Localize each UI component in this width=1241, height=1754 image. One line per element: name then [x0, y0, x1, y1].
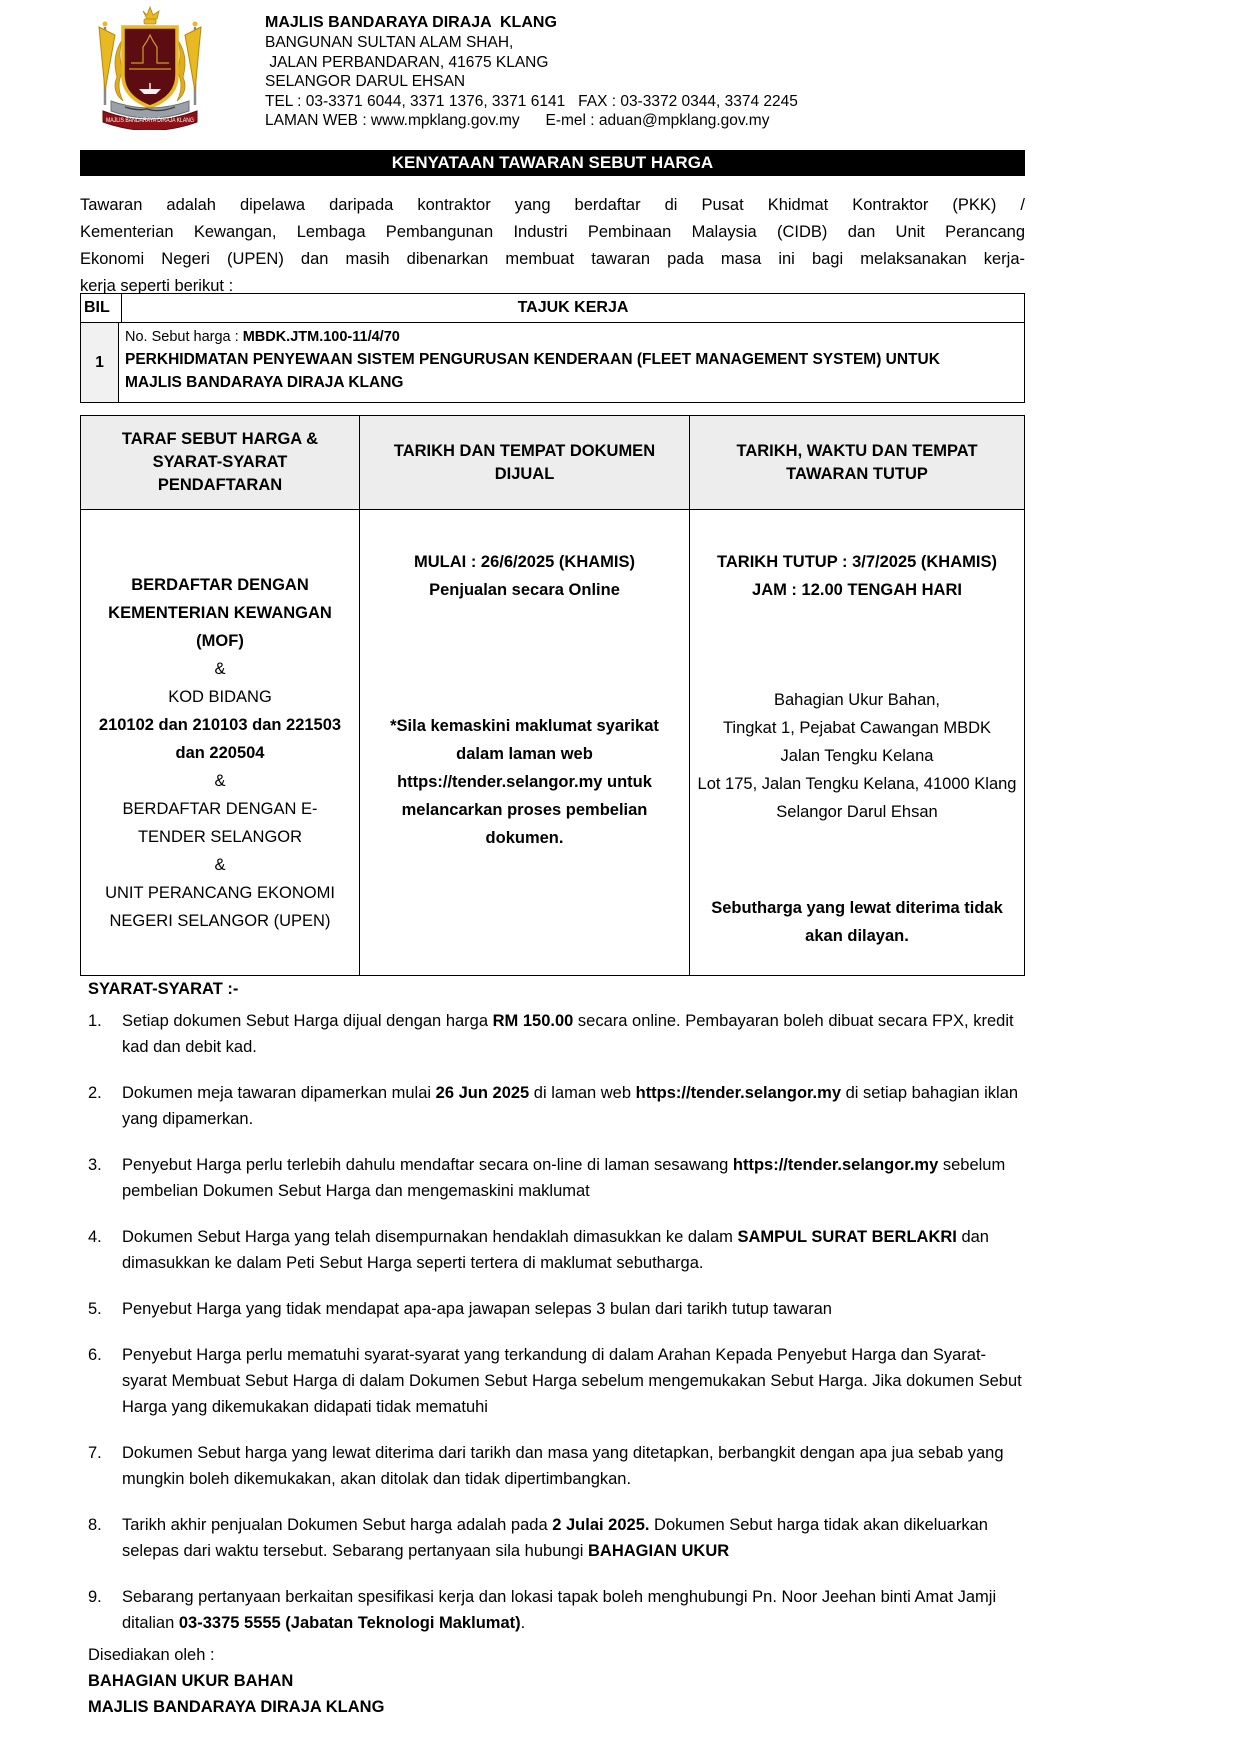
intro-line: Kementerian Kewangan, Lembaga Pembangunan Industri Pembinaan Malaysia (CIDB) dan Unit Perancang	[80, 223, 1025, 241]
syarat-item-number: 6.	[88, 1346, 102, 1364]
text-line: Sebutharga yang lewat diterima tidak akan dilayan.	[711, 899, 1003, 945]
text-line: JAM : 12.00 TENGAH HARI	[752, 581, 962, 599]
closing-details-cell	[690, 510, 1024, 975]
text-line: Lot 175, Jalan Tengku Kelana, 41000 Klang	[697, 775, 1017, 793]
syarat-item-text	[122, 1152, 1025, 1204]
work-table-row-description	[119, 323, 1024, 402]
syarat-item-number: 9.	[88, 1588, 102, 1606]
work-title	[125, 348, 1018, 394]
syarat-segment: Dokumen Sebut harga tidak akan dikeluarkan selepas dari waktu tersebut. Sebarang pertanyaan sila hubungi	[122, 1516, 988, 1560]
quotation-ref-line	[125, 326, 1018, 348]
syarat-bold-segment: SAMPUL SURAT BERLAKRI	[737, 1228, 957, 1246]
syarat-segment: Sebarang pertanyaan berkaitan spesifikasi kerja dan lokasi tapak boleh menghubungi Pn. Noor Jeehan binti Amat Jamji ditalian	[122, 1588, 997, 1632]
syarat-item-text	[122, 1296, 1025, 1322]
syarat-item-text	[122, 1224, 1025, 1276]
syarat-segment: Penyebut Harga yang tidak mendapat apa-apa jawapan selepas 3 bulan dari tarikh tutup tawaran	[122, 1300, 832, 1318]
intro-line-clipped: kerja seperti berikut :	[80, 277, 234, 293]
syarat-bold-segment: https://tender.selangor.my	[635, 1084, 841, 1102]
shield	[123, 27, 177, 107]
text-line: MAJLIS BANDARAYA DIRAJA KLANG	[125, 374, 404, 391]
work-table-row	[81, 323, 1024, 402]
syarat-bold-segment: 2 Julai 2025.	[552, 1516, 650, 1534]
text-line: Tingkat 1, Pejabat Cawangan MBDK	[722, 719, 992, 737]
org-name: MAJLIS BANDARAYA DIRAJA KLANG	[265, 14, 557, 31]
text-line: UNIT PERANCANG EKONOMI NEGERI SELANGOR (UPEN)	[105, 883, 335, 930]
quotation-ref-number: MBDK.JTM.100-11/4/70	[242, 329, 400, 345]
address-line: BANGUNAN SULTAN ALAM SHAH,	[265, 34, 514, 51]
info-table-header-row	[81, 416, 1024, 510]
prepared-by-label: Disediakan oleh :	[88, 1646, 215, 1664]
syarat-item	[88, 1584, 1025, 1636]
syarat-item-text	[122, 1342, 1025, 1420]
work-table-row-number: 1	[81, 323, 119, 402]
syarat-segment: dan dimasukkan ke dalam Peti Sebut Harga seperti tertera di maklumat sebutharga.	[122, 1228, 989, 1272]
left-pennant	[99, 27, 115, 91]
text-line: 210102 dan 210103 dan 221503 dan 220504	[98, 715, 342, 762]
conditions-heading: SYARAT-SYARAT :-	[88, 980, 239, 998]
syarat-segment: Tarikh akhir penjualan Dokumen Sebut harga adalah pada	[122, 1516, 553, 1534]
text-line: Selangor Darul Ehsan	[776, 803, 938, 821]
syarat-item	[88, 1440, 1025, 1492]
text-line: Jalan Tengku Kelana	[780, 747, 934, 765]
syarat-segment: .	[520, 1614, 526, 1632]
text-line: *Sila kemaskini maklumat syarikat dalam laman web https://tender.selangor.my untuk melancarkan proses pembelian dokumen.	[390, 717, 659, 847]
syarat-item	[88, 1342, 1025, 1420]
syarat-bold-segment: 03-3375 5555 (Jabatan Teknologi Maklumat)	[178, 1614, 521, 1632]
syarat-item-text	[122, 1080, 1025, 1132]
text-line: PERKHIDMATAN PENYEWAAN SISTEM PENGURUSAN KENDERAAN (FLEET MANAGEMENT SYSTEM) UNTUK	[125, 351, 940, 368]
mbdk-crest-logo	[85, 5, 215, 130]
registration-requirements-cell	[81, 510, 360, 975]
syarat-segment: Penyebut Harga perlu mematuhi syarat-syarat yang terkandung di dalam Arahan Kepada Penyebut Harga dan Syarat-syarat Membuat Sebut Harga di dalam Dokumen Sebut Harga sebelum mengemukakan Sebut Harga. Jika dokumen Sebut Harga yang dikemukakan didapati tidak mematuhi	[122, 1346, 1022, 1416]
syarat-item	[88, 1080, 1025, 1132]
quotation-ref-label: No. Sebut harga :	[125, 329, 243, 345]
web-email-line: LAMAN WEB : www.mpklang.gov.my E-mel : aduan@mpklang.gov.my	[265, 112, 770, 129]
syarat-segment: Dokumen Sebut Harga yang telah disempurnakan hendaklah dimasukkan ke dalam	[122, 1228, 738, 1246]
syarat-item-number: 5.	[88, 1300, 102, 1318]
crown-base	[144, 19, 156, 24]
syarat-item	[88, 1296, 1025, 1322]
syarat-segment: di setiap bahagian iklan yang dipamerkan.	[122, 1084, 1019, 1128]
info-table-body-row	[81, 510, 1024, 975]
syarat-item-number: 3.	[88, 1156, 102, 1174]
syarat-item-number: 8.	[88, 1516, 102, 1534]
text-line: MULAI : 26/6/2025 (KHAMIS)	[414, 553, 635, 571]
syarat-bold-segment: BAHAGIAN UKUR	[587, 1542, 730, 1560]
syarat-list	[88, 1008, 1025, 1636]
text-line: &	[214, 771, 226, 790]
syarat-item	[88, 1152, 1025, 1204]
work-table-header-row	[81, 294, 1024, 323]
ribbon-text: MAJLIS BANDARAYA DIRAJA KLANG	[106, 118, 195, 124]
text-line: TARIKH TUTUP : 3/7/2025 (KHAMIS)	[717, 553, 997, 571]
syarat-item-text	[122, 1008, 1025, 1060]
syarat-item-text	[122, 1584, 1025, 1636]
tel-fax-line: TEL : 03-3371 6044, 3371 1376, 3371 6141 FAX : 03-3372 0344, 3374 2245	[265, 92, 798, 110]
syarat-segment: di laman web	[529, 1084, 636, 1102]
right-pennant	[185, 27, 201, 91]
prepared-by-organization: MAJLIS BANDARAYA DIRAJA KLANG	[88, 1698, 385, 1716]
right-pole-finial	[193, 22, 198, 27]
syarat-bold-segment: 26 Jun 2025	[435, 1084, 530, 1102]
intro-line: Ekonomi Negeri (UPEN) dan masih dibenarkan membuat tawaran pada masa ini bagi melaksanakan kerja-	[80, 250, 1025, 268]
text-line: Bahagian Ukur Bahan,	[773, 691, 941, 709]
syarat-segment: sebelum pembelian Dokumen Sebut Harga dan mengemaskini maklumat	[122, 1156, 1006, 1200]
syarat-item-text	[122, 1440, 1025, 1492]
syarat-segment: Dokumen Sebut harga yang lewat diterima dari tarikh dan masa yang ditetapkan, berbangkit dengan apa jua sebab yang mungkin boleh dikemukakan, akan ditolak dan tidak dipertimbangkan.	[122, 1444, 1004, 1488]
syarat-bold-segment: https://tender.selangor.my	[732, 1156, 939, 1174]
syarat-item-number: 1.	[88, 1012, 102, 1030]
text-line: &	[214, 659, 226, 678]
syarat-item-text	[122, 1512, 1025, 1564]
text-line: Penjualan secara Online	[429, 581, 620, 599]
syarat-segment: Setiap dokumen Sebut Harga dijual dengan harga	[122, 1012, 493, 1030]
closing-block	[88, 1642, 384, 1720]
syarat-segment: Penyebut Harga perlu terlebih dahulu mendaftar secara on-line di laman sesawang	[122, 1156, 733, 1174]
intro-line: Tawaran adalah dipelawa daripada kontraktor yang berdaftar di Pusat Khidmat Kontraktor (PKK) /	[80, 196, 1025, 214]
syarat-item-number: 2.	[88, 1084, 102, 1102]
syarat-item	[88, 1512, 1025, 1564]
address-line: SELANGOR DARUL EHSAN	[265, 73, 466, 90]
info-table	[80, 415, 1025, 976]
info-table-header-tawaran-tutup: TARIKH, WAKTU DAN TEMPAT TAWARAN TUTUP	[736, 441, 978, 483]
text-line: BERDAFTAR DENGAN E-TENDER SELANGOR	[122, 799, 318, 846]
conditions-section	[88, 976, 1025, 1656]
address-line: JALAN PERBANDARAN, 41675 KLANG	[265, 53, 549, 71]
info-table-header-taraf: TARAF SEBUT HARGA & SYARAT-SYARAT PENDAFTARAN	[81, 416, 360, 509]
syarat-item	[88, 1008, 1025, 1060]
syarat-segment: Dokumen meja tawaran dipamerkan mulai	[122, 1084, 436, 1102]
prepared-by-department: BAHAGIAN UKUR BAHAN	[88, 1672, 294, 1690]
work-table-header-tajuk: TAJUK KERJA	[517, 299, 629, 316]
left-pole-finial	[103, 22, 108, 27]
syarat-item	[88, 1224, 1025, 1276]
syarat-bold-segment: RM 150.00	[492, 1012, 574, 1030]
crown-icon	[143, 7, 159, 19]
work-table	[80, 293, 1025, 403]
intro-paragraph	[80, 192, 1025, 293]
letterhead	[265, 12, 965, 131]
info-table-header-dokumen-dijual: TARIKH DAN TEMPAT DOKUMEN DIJUAL	[360, 416, 690, 509]
syarat-item-number: 4.	[88, 1228, 102, 1246]
text-line: &	[214, 855, 226, 874]
syarat-segment: secara online. Pembayaran boleh dibuat secara FPX, kredit kad dan debit kad.	[122, 1012, 1014, 1056]
text-line: BERDAFTAR DENGAN KEMENTERIAN KEWANGAN (MOF)	[108, 575, 332, 650]
text-line: KOD BIDANG	[168, 687, 272, 706]
syarat-item-number: 7.	[88, 1444, 102, 1462]
work-table-header-bil: BIL	[81, 294, 122, 322]
document-sale-cell	[360, 510, 690, 975]
document-title-bar: KENYATAAN TAWARAN SEBUT HARGA	[80, 150, 1025, 176]
